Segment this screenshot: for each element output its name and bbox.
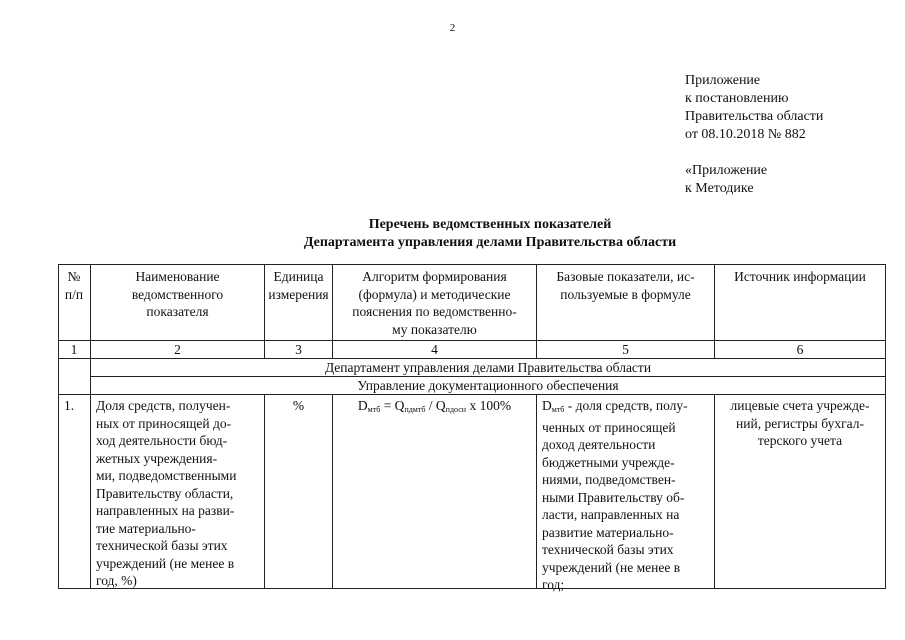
- appendix-line: «Приложение: [685, 163, 768, 178]
- table-rule: [536, 394, 537, 589]
- appendix-line: Приложение: [685, 73, 761, 88]
- col-number: 2: [174, 342, 181, 357]
- table-border-right: [885, 264, 886, 589]
- table-rule: [264, 394, 265, 589]
- table-border-top: [58, 264, 886, 265]
- header-algorithm: Алгоритм формирования (формула) и методические пояснения по ведомственно- му показателю: [352, 269, 517, 337]
- row-number: 1.: [64, 398, 75, 413]
- appendix-line: к постановлению: [685, 91, 789, 106]
- header-num: № п/п: [64, 269, 84, 302]
- table-border-left: [58, 264, 59, 589]
- info-source: лицевые счета учрежде- ний, регистры бухгал- терского учета: [730, 398, 870, 448]
- header-source: Источник информации: [734, 269, 866, 284]
- indicator-unit: %: [292, 398, 305, 413]
- col-number: 1: [70, 342, 78, 357]
- header-indicator-name: Наименование ведомственного показателя: [131, 269, 224, 319]
- appendix-block: [685, 72, 823, 144]
- col-number: 6: [796, 342, 804, 357]
- base-indicators: $D_{мтб}$ - доля средств, полу- ченных от приносящей доход деятельности бюджетными учрежде- ниями, подведомствен- ными Правительству об- ласти, направленных на развитие материально- технической базы этих учреждений (не менее в год;: [542, 398, 688, 592]
- header-base-indicators: Базовые показатели, ис- пользуемые в формуле: [556, 269, 695, 302]
- indicator-name: Доля средств, получен- ных от приносящей до- ход деятельности бюд- жетных учреждения- ми, подведомственными Правительству области, направленных на разви- тие материально- технической базы этих учреждений (не менее в год, %): [96, 398, 237, 588]
- page-number: 2: [449, 22, 456, 34]
- section-office: Управление документационного обеспечения: [357, 378, 619, 393]
- appendix-line: от 08.10.2018 № 882: [685, 127, 806, 142]
- indicator-formula: $D_{мтб} = Q_{пдмтб} / Q_{пдосн}$ х 100%: [357, 398, 512, 414]
- col-number: 5: [622, 342, 629, 357]
- indicators-table: [58, 264, 886, 592]
- appendix-line: Правительства области: [685, 109, 824, 124]
- section-department: Департамент управления делами Правительства области: [324, 360, 652, 375]
- document-title-line1: Перечень ведомственных показателей: [368, 217, 612, 232]
- appendix-methodology-block: [685, 162, 767, 198]
- col-number: 4: [431, 342, 438, 357]
- table-rule: [332, 394, 333, 589]
- col-number: 3: [295, 342, 302, 357]
- header-unit: Единица измерения: [268, 269, 329, 302]
- document-title-line2: Департамента управления делами Правительства области: [303, 235, 677, 250]
- appendix-line: к Методике: [685, 181, 754, 196]
